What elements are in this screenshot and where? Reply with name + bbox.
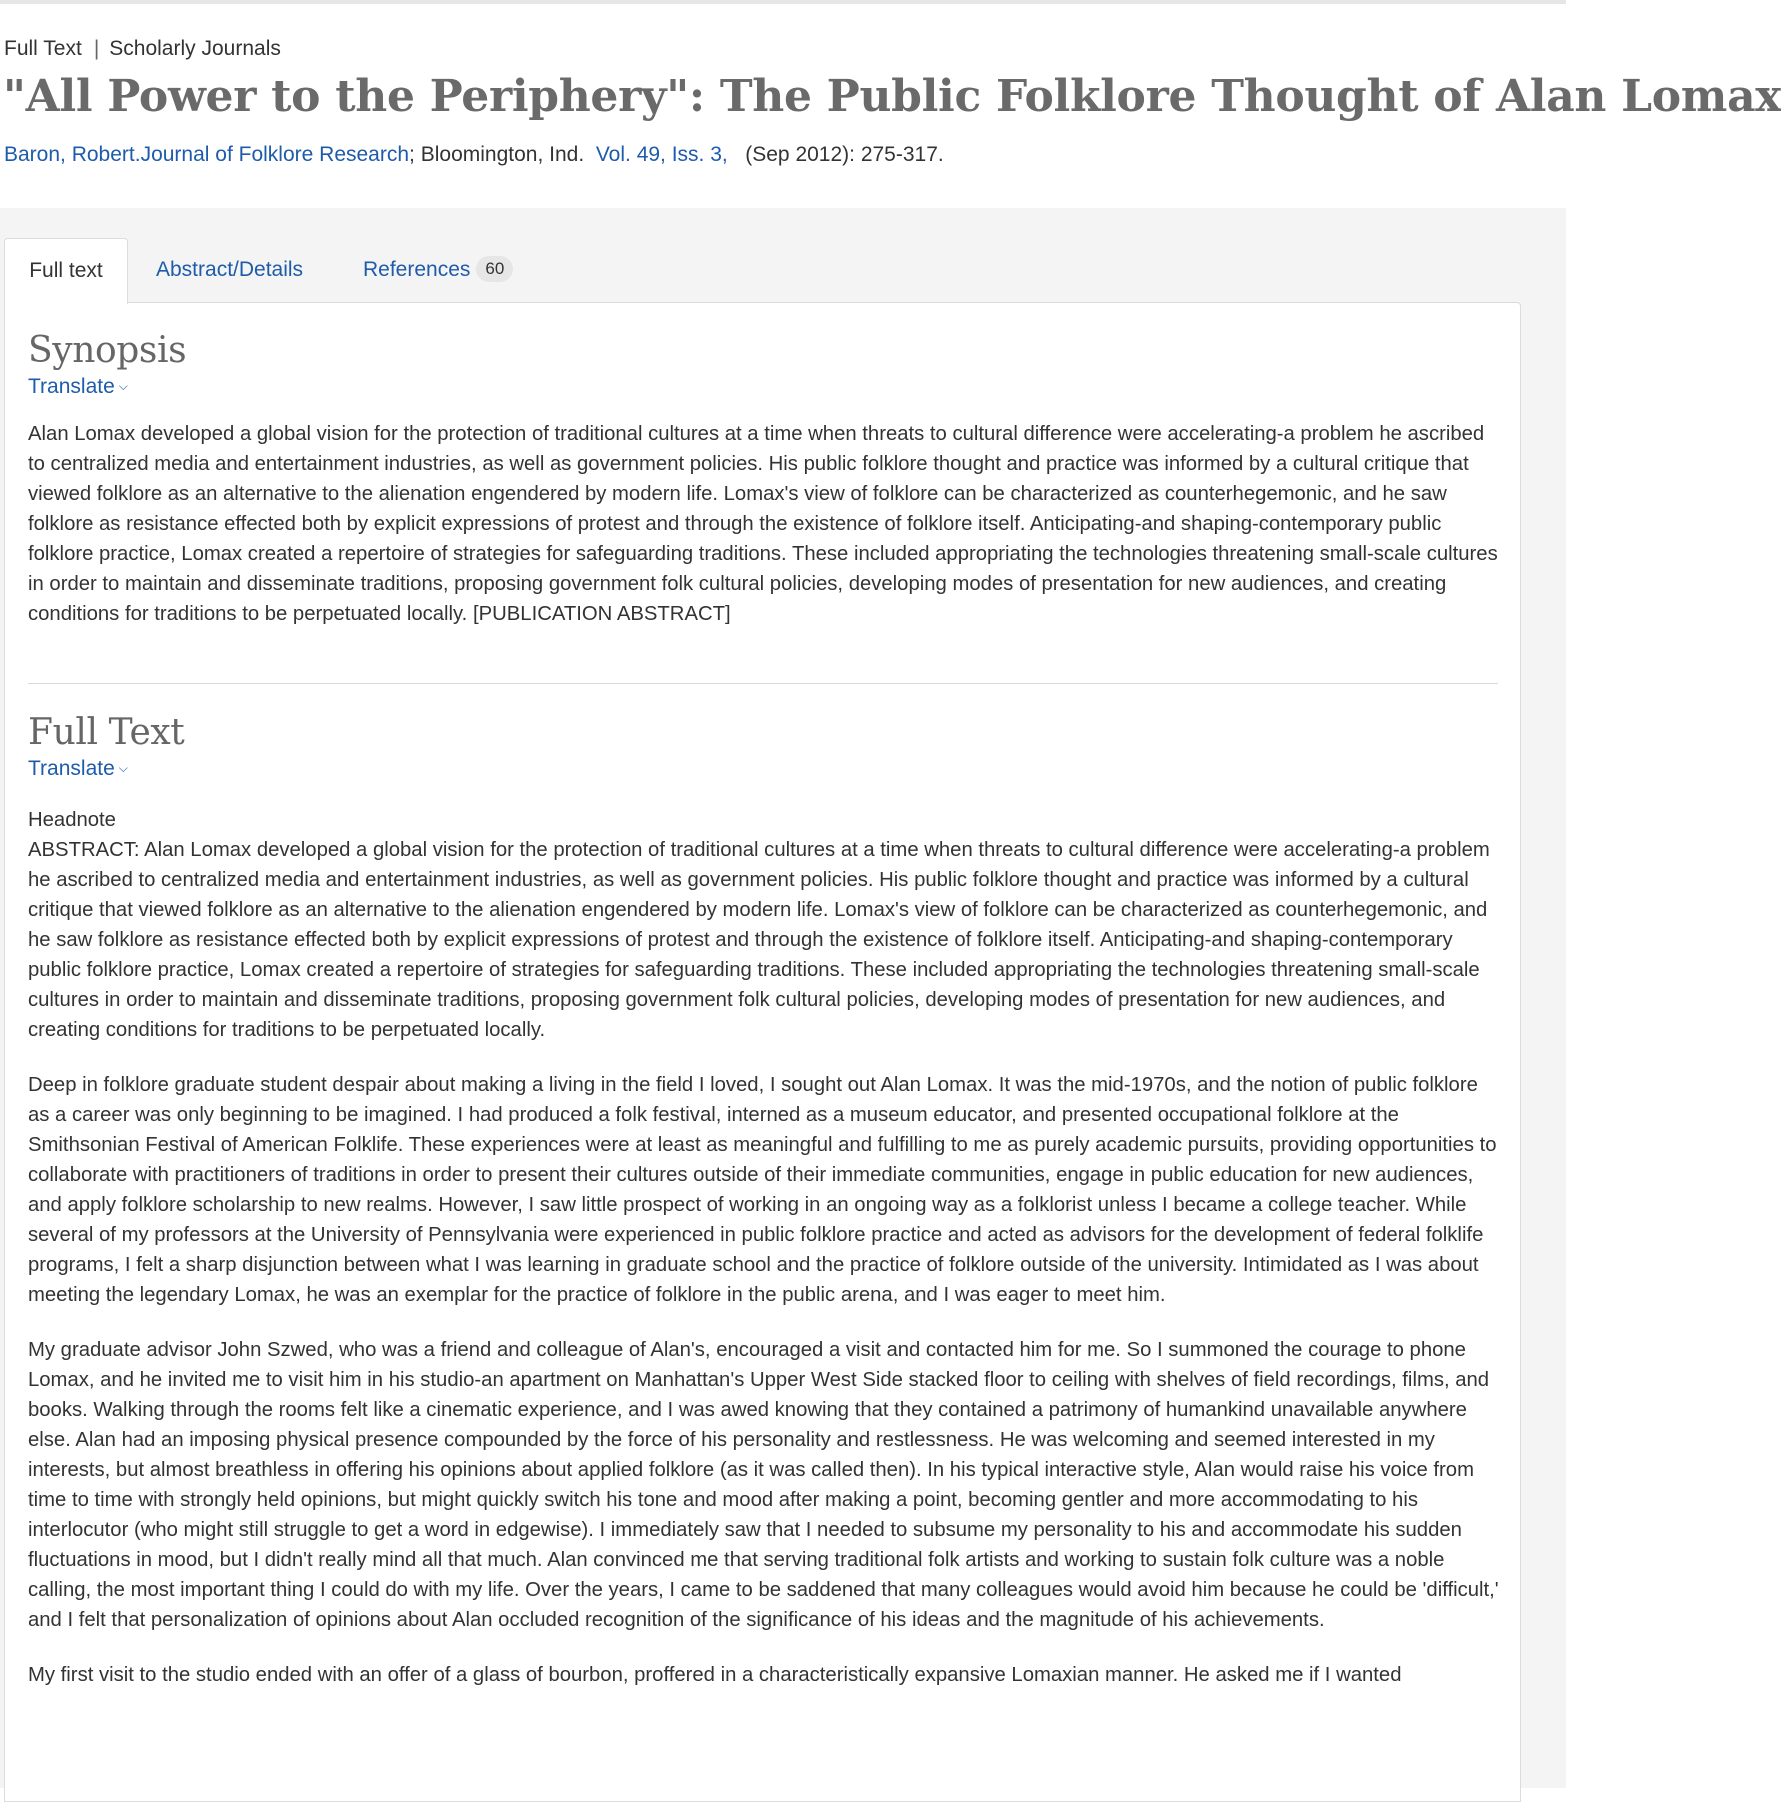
tab-full-text[interactable]	[4, 238, 128, 304]
chevron-down-icon: ⌵	[118, 761, 128, 775]
full-text-translate-label: Translate	[28, 757, 115, 780]
headnote-label: Headnote	[28, 809, 116, 831]
doc-type-label: Full Text	[4, 37, 82, 60]
full-text-heading: Full Text	[28, 712, 185, 753]
document-content	[28, 300, 1502, 1690]
references-count-badge: 60	[476, 256, 513, 282]
document-header	[0, 4, 1781, 208]
author-link[interactable]: Baron, Robert.	[4, 143, 141, 166]
synopsis-translate-button[interactable]	[28, 375, 128, 399]
full-text-translate-button[interactable]	[28, 757, 128, 781]
synopsis-translate-label: Translate	[28, 375, 115, 398]
tab-references[interactable]	[363, 238, 513, 302]
volume-issue-link[interactable]: Vol. 49, Iss. 3,	[595, 143, 728, 166]
tab-abstract-details-label: Abstract/Details	[156, 258, 304, 281]
citation-line	[4, 143, 944, 167]
synopsis-heading: Synopsis	[28, 330, 187, 371]
headnote-text: ABSTRACT: Alan Lomax developed a global vision for the protection of traditional cultures at a time when threats to cultural difference were accelerating-a problem he ascribed to centralized media and entertainment industries, as well as government policies. His public folklore thought and practice was informed by a cultural critique that viewed folklore as an alternative to the alienation engendered by modern life. Lomax's view of folklore can be characterized as counterhegemonic, and he saw folklore as resistance effected both by explicit expressions of protest and through the existence of folklore itself. Anticipating-and shaping-contemporary public folklore practice, Lomax created a repertoire of strategies for safeguarding traditions. These included appropriating the technologies threatening small-scale cultures in order to maintain and disseminate traditions, proposing government folk cultural policies, developing modes of presentation for new audiences, and creating conditions for traditions to be perpetuated locally.	[28, 839, 1490, 1041]
source-type-label: Scholarly Journals	[109, 37, 281, 60]
document-title: "All Power to the Periphery": The Public Folklore Thought of Alan Lomax	[3, 71, 1781, 122]
tab-full-text-label: Full text	[29, 259, 103, 282]
tab-abstract-details[interactable]	[156, 238, 303, 302]
body-paragraph: My first visit to the studio ended with an offer of a glass of bourbon, proffered in a characteristically expansive Lomaxian manner. He asked me if I wanted	[28, 1664, 1402, 1686]
section-divider	[28, 683, 1498, 684]
tab-references-label: References	[363, 258, 471, 281]
chevron-down-icon: ⌵	[118, 379, 128, 393]
synopsis-text: Alan Lomax developed a global vision for the protection of traditional cultures at a time when threats to cultural difference were accelerating-a problem he ascribed to centralized media and entertainment industries, as well as government policies. His public folklore thought and practice was informed by a cultural critique that viewed folklore as an alternative to the alienation engendered by modern life. Lomax's view of folklore can be characterized as counterhegemonic, and he saw folklore as resistance effected both by explicit expressions of protest and through the existence of folklore itself. Anticipating-and shaping-contemporary public folklore practice, Lomax created a repertoire of strategies for safeguarding traditions. These included appropriating the technologies threatening small-scale cultures in order to maintain and disseminate traditions, proposing government folk cultural policies, developing modes of presentation for new audiences, and creating conditions for traditions to be perpetuated locally. [PUBLICATION ABSTRACT]	[28, 423, 1498, 625]
body-paragraph: My graduate advisor John Szwed, who was a friend and colleague of Alan's, encouraged a visit and contacted him for me. So I summoned the courage to phone Lomax, and he invited me to visit him in his studio-an apartment on Manhattan's Upper West Side stacked floor to ceiling with shelves of field recordings, films, and books. Walking through the rooms felt like a cinematic experience, and I was awed knowing that they contained a patrimony of humankind unavailable anywhere else. Alan had an imposing physical presence compounded by the force of his personality and restlessness. He was welcoming and seemed interested in my interests, but almost breathless in offering his opinions about applied folklore (as it was called then). In his typical interactive style, Alan would raise his voice from time to time with strongly held opinions, but might quickly switch his tone and mood after making a point, becoming gentler and more accommodating to his interlocutor (who might still struggle to get a word in edgewise). I immediately saw that I needed to subsume my personality to his and accommodate his sudden fluctuations in mood, but I didn't really mind all that much. Alan convinced me that serving traditional folk artists and working to sustain folk culture was a noble calling, the most important thing I could do with my life. Over the years, I came to be saddened that many colleagues would avoid him because he could be 'difficult,' and I felt that personalization of opinions about Alan occluded recognition of the significance of his ideas and the magnitude of his achievements.	[28, 1339, 1499, 1631]
date-pages: (Sep 2012): 275-317.	[745, 143, 944, 166]
publication-place: ; Bloomington, Ind.	[409, 143, 585, 166]
journal-link[interactable]: Journal of Folklore Research	[140, 143, 410, 166]
body-paragraph: Deep in folklore graduate student despair about making a living in the field I loved, I sought out Alan Lomax. It was the mid-1970s, and the notion of public folklore as a career was only beginning to be imagined. I had produced a folk festival, interned as a museum educator, and presented occupational folklore at the Smithsonian Festival of American Folklife. These experiences were at least as meaningful and fulfilling to me as purely academic pursuits, providing opportunities to collaborate with practitioners of traditions in order to present their cultures outside of their immediate communities, engage in public education for new audiences, and apply folklore scholarship to new realms. However, I saw little prospect of working in an ongoing way as a folklorist unless I became a college teacher. While several of my professors at the University of Pennsylvania were experienced in public folklore practice and acted as advisors for the development of federal folklife programs, I felt a sharp disjunction between what I was learning in graduate school and the practice of folklore outside of the university. Intimidated as I was about meeting the legendary Lomax, he was an exemplar for the practice of folklore in the public arena, and I was eager to meet him.	[28, 1074, 1497, 1306]
doc-type-separator: |	[93, 37, 100, 60]
document-type-line	[4, 37, 281, 61]
